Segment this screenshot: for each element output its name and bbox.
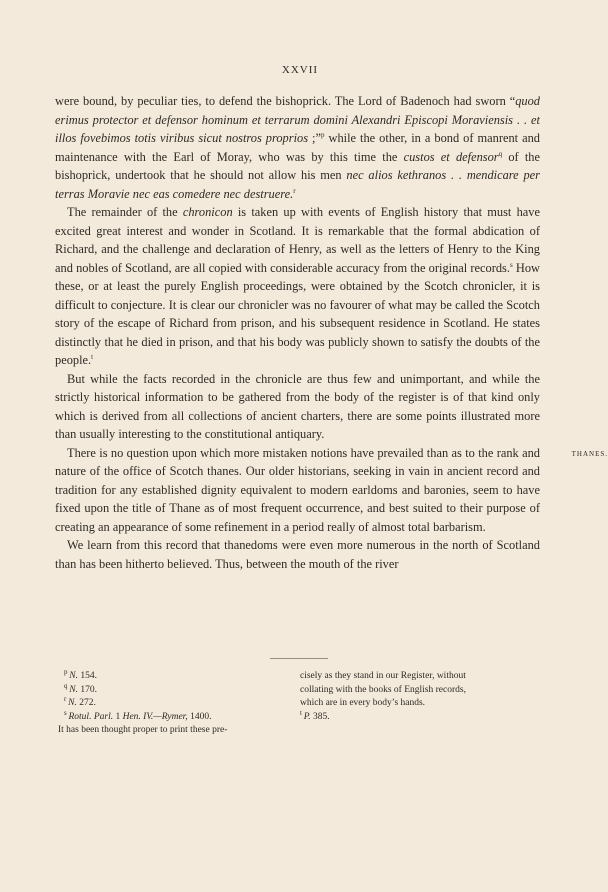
body-text bbox=[55, 92, 608, 573]
italic-text: Hen. IV.—Rymer, bbox=[122, 711, 188, 722]
text-run: which are in every body’s hands. bbox=[300, 698, 426, 709]
text-run: ;” bbox=[308, 131, 321, 145]
text-run: cisely as they stand in our Register, without bbox=[300, 671, 466, 681]
footnote-mark: s bbox=[64, 708, 69, 717]
italic-text: nec alios kethranos . . mendicare per terras Moravie nec eas comedere nec destruere. bbox=[55, 168, 540, 201]
footnote-line bbox=[300, 708, 540, 725]
footnote-line bbox=[300, 684, 540, 698]
footnotes-right-column bbox=[300, 670, 540, 724]
text-run: is taken up with events of English history that must have excited great interest and wonder in Scotland. It is remarkable that the formal abdication of Richard, and the challenge and declaration of Henry, as well as the letters of Henry to the King and nobles of Scotland, are all copied with considerable accuracy from the original records. bbox=[55, 205, 540, 275]
italic-text: chronicon bbox=[182, 205, 233, 219]
text-run: while the other, in a bond of manrent and maintenance with the Earl of Moray, who was by this time the bbox=[55, 131, 540, 164]
italic-text: P. bbox=[303, 711, 311, 722]
text-run: 1 bbox=[113, 711, 123, 722]
footnote-line bbox=[58, 724, 283, 738]
footnote-line bbox=[58, 667, 283, 684]
page-number: XXVII bbox=[281, 64, 319, 76]
text-run: were bound, by peculiar ties, to defend the bishoprick. The Lord of Badenoch had sworn “ bbox=[55, 94, 516, 108]
footnote-mark: q bbox=[64, 681, 70, 690]
italic-text: Rotul. Parl. bbox=[68, 711, 114, 722]
text-run: But while the facts recorded in the chronicle are thus few and unimportant, and while the strictly historical information to be gathered from the body of the register is of that kind only which is derived from all collections of ancient charters, there are some points illustrated more than usually interesting to the constitutional antiquary. bbox=[55, 371, 540, 441]
paragraph-2 bbox=[55, 203, 540, 370]
text-run: of the bishoprick, undertook that he should not allow his men bbox=[55, 149, 540, 182]
footnote-line bbox=[58, 697, 283, 711]
italic-text: N. bbox=[69, 671, 78, 681]
footnote-mark: p bbox=[64, 667, 70, 676]
footnote-rule bbox=[270, 658, 328, 659]
text-run: 1400. bbox=[187, 711, 212, 722]
paragraph-1 bbox=[55, 92, 540, 203]
footnote-mark: r bbox=[64, 695, 69, 704]
margin-note-thanes: THANES. bbox=[571, 449, 608, 458]
paragraph-3 bbox=[55, 370, 540, 444]
footnote-ref: p bbox=[321, 130, 325, 139]
footnote-ref: r bbox=[293, 186, 296, 195]
paragraph-4 bbox=[55, 444, 608, 537]
italic-text: custos et defensor bbox=[403, 149, 499, 164]
footnote-ref: t bbox=[91, 352, 94, 361]
text-run: The remainder of the bbox=[67, 205, 183, 219]
text-run: It has been thought proper to print these pre- bbox=[58, 725, 228, 736]
text-run: There is no question upon which more mistaken notions have prevailed than as to the rank and nature of the office of Scotch thanes. Our older historians, seeking in vain in ancient record and tradition for any established dignity equivalent to modern earldoms and baronies, seem to have fixed upon the title of Thane as of most frequent occurrence, and best suited to their purpose of creating an appearance of some refinement in a period really of almost total barbarism. bbox=[55, 445, 540, 534]
footnote-line bbox=[58, 708, 283, 725]
footnote-ref: s bbox=[509, 260, 513, 269]
italic-text: quod erimus protector et defensor hominum et terrarum domini Alexandri Episcopi Moraviensis . . et illos fovebimos totis viribus sicut nostros proprios bbox=[55, 94, 540, 145]
italic-text: N. bbox=[68, 698, 77, 709]
text-run: 385. bbox=[310, 711, 330, 722]
text-run: collating with the books of English records, bbox=[300, 684, 466, 695]
text-run: How these, or at least the purely English proceedings, were obtained by the Scotch chronicler, it is difficult to conjecture. It is clear our chronicler was no favourer of what may be called the Scotch story of the escape of Richard from prison, and his subsequent residence in Scotland. He states distinctly that he died in prison, and that his body was publicly shown to satisfy the doubts of the people. bbox=[55, 260, 540, 367]
footnote-line bbox=[58, 681, 283, 698]
footnote-mark: t bbox=[300, 708, 304, 717]
footnotes-left-column bbox=[58, 667, 283, 738]
text-run: 154. bbox=[77, 671, 97, 681]
paragraph-5 bbox=[55, 536, 540, 573]
footnote-ref: q bbox=[498, 149, 503, 158]
footnote-line bbox=[300, 697, 540, 711]
footnote-line bbox=[300, 670, 540, 684]
text-run: We learn from this record that thanedoms were even more numerous in the north of Scotland than has been hitherto believed. Thus, between the mouth of the river bbox=[55, 538, 540, 571]
italic-text: N. bbox=[69, 684, 78, 695]
text-run: 272. bbox=[76, 698, 96, 709]
text-run: 170. bbox=[77, 684, 97, 695]
